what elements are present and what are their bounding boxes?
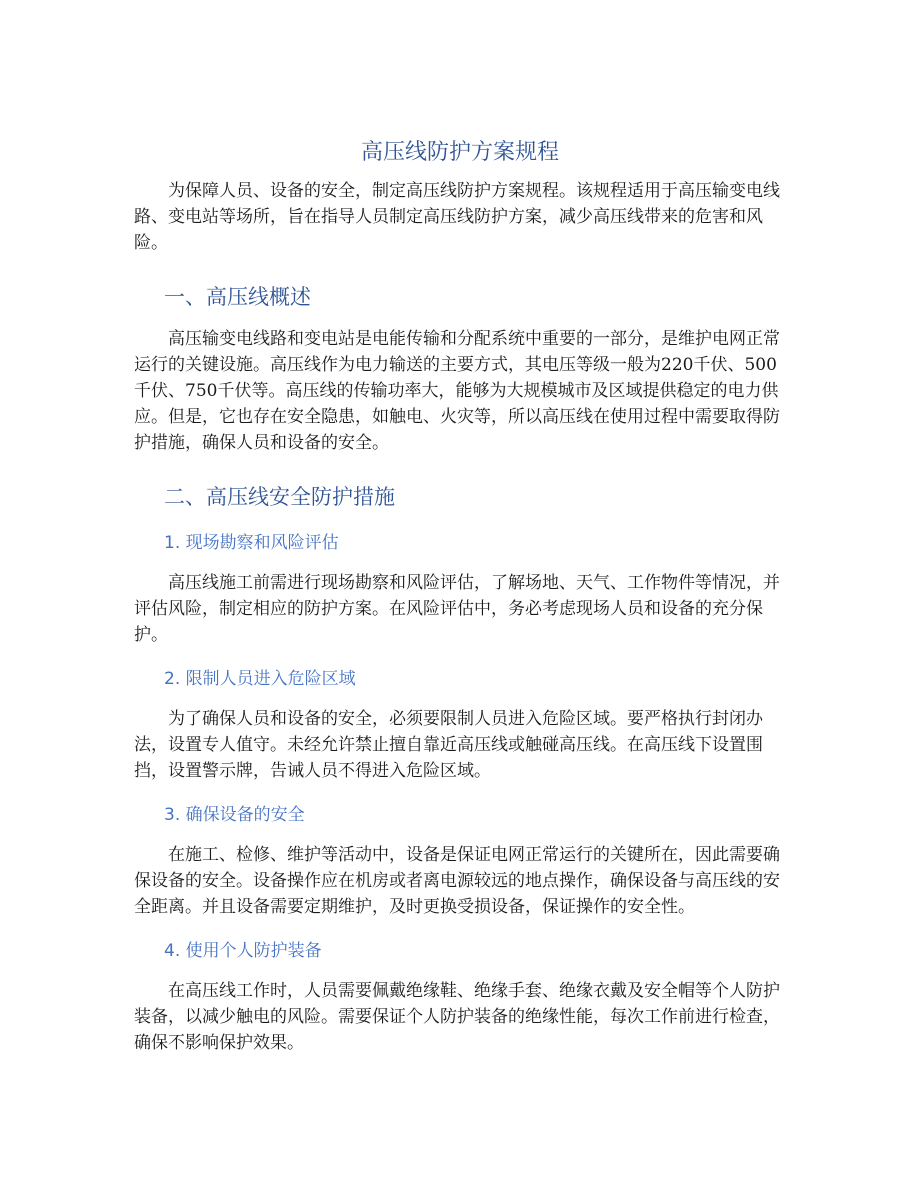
subsection-2-paragraph: 为了确保人员和设备的安全，必须要限制人员进入危险区域。要严格执行封闭办法，设置专人值守。未经允许禁止擅自靠近高压线或触碰高压线。在高压线下设置围挡，设置警示牌，告诫人员不得进入危险区域。 <box>134 709 763 781</box>
document-page <box>134 138 786 1056</box>
document-title: 高压线防护方案规程 <box>360 140 559 165</box>
subsection-2-heading: 2. 限制人员进入危险区域 <box>164 669 356 689</box>
section-1-paragraph: 高压输变电线路和变电站是电能传输和分配系统中重要的一部分，是维护电网正常运行的关键设施。高压线作为电力输送的主要方式，其电压等级一般为220千伏、500千伏、750千伏等。高压线的传输功率大，能够为大规模城市及区域提供稳定的电力供应。但是，它也存在安全隐患，如触电、火灾等，所以高压线在使用过程中需要取得防护措施，确保人员和设备的安全。 <box>134 329 780 453</box>
section-1-heading: 一、高压线概述 <box>164 285 311 309</box>
section-2-heading: 二、高压线安全防护措施 <box>164 485 395 509</box>
subsection-4-heading: 4. 使用个人防护装备 <box>164 941 322 961</box>
subsection-1-heading: 1. 现场勘察和风险评估 <box>164 533 339 553</box>
subsection-3-paragraph: 在施工、检修、维护等活动中，设备是保证电网正常运行的关键所在，因此需要确保设备的安全。设备操作应在机房或者离电源较远的地点操作，确保设备与高压线的安全距离。并且设备需要定期维护，及时更换受损设备，保证操作的安全性。 <box>134 845 780 917</box>
subsection-4-paragraph: 在高压线工作时，人员需要佩戴绝缘鞋、绝缘手套、绝缘衣戴及安全帽等个人防护装备，以减少触电的风险。需要保证个人防护装备的绝缘性能，每次工作前进行检查，确保不影响保护效果。 <box>134 981 780 1053</box>
intro-paragraph: 为保障人员、设备的安全，制定高压线防护方案规程。该规程适用于高压输变电线路、变电站等场所，旨在指导人员制定高压线防护方案，减少高压线带来的危害和风险。 <box>134 181 780 253</box>
subsection-3-heading: 3. 确保设备的安全 <box>164 805 305 825</box>
subsection-1-paragraph: 高压线施工前需进行现场勘察和风险评估，了解场地、天气、工作物件等情况，并评估风险，制定相应的防护方案。在风险评估中，务必考虑现场人员和设备的充分保护。 <box>134 573 780 645</box>
